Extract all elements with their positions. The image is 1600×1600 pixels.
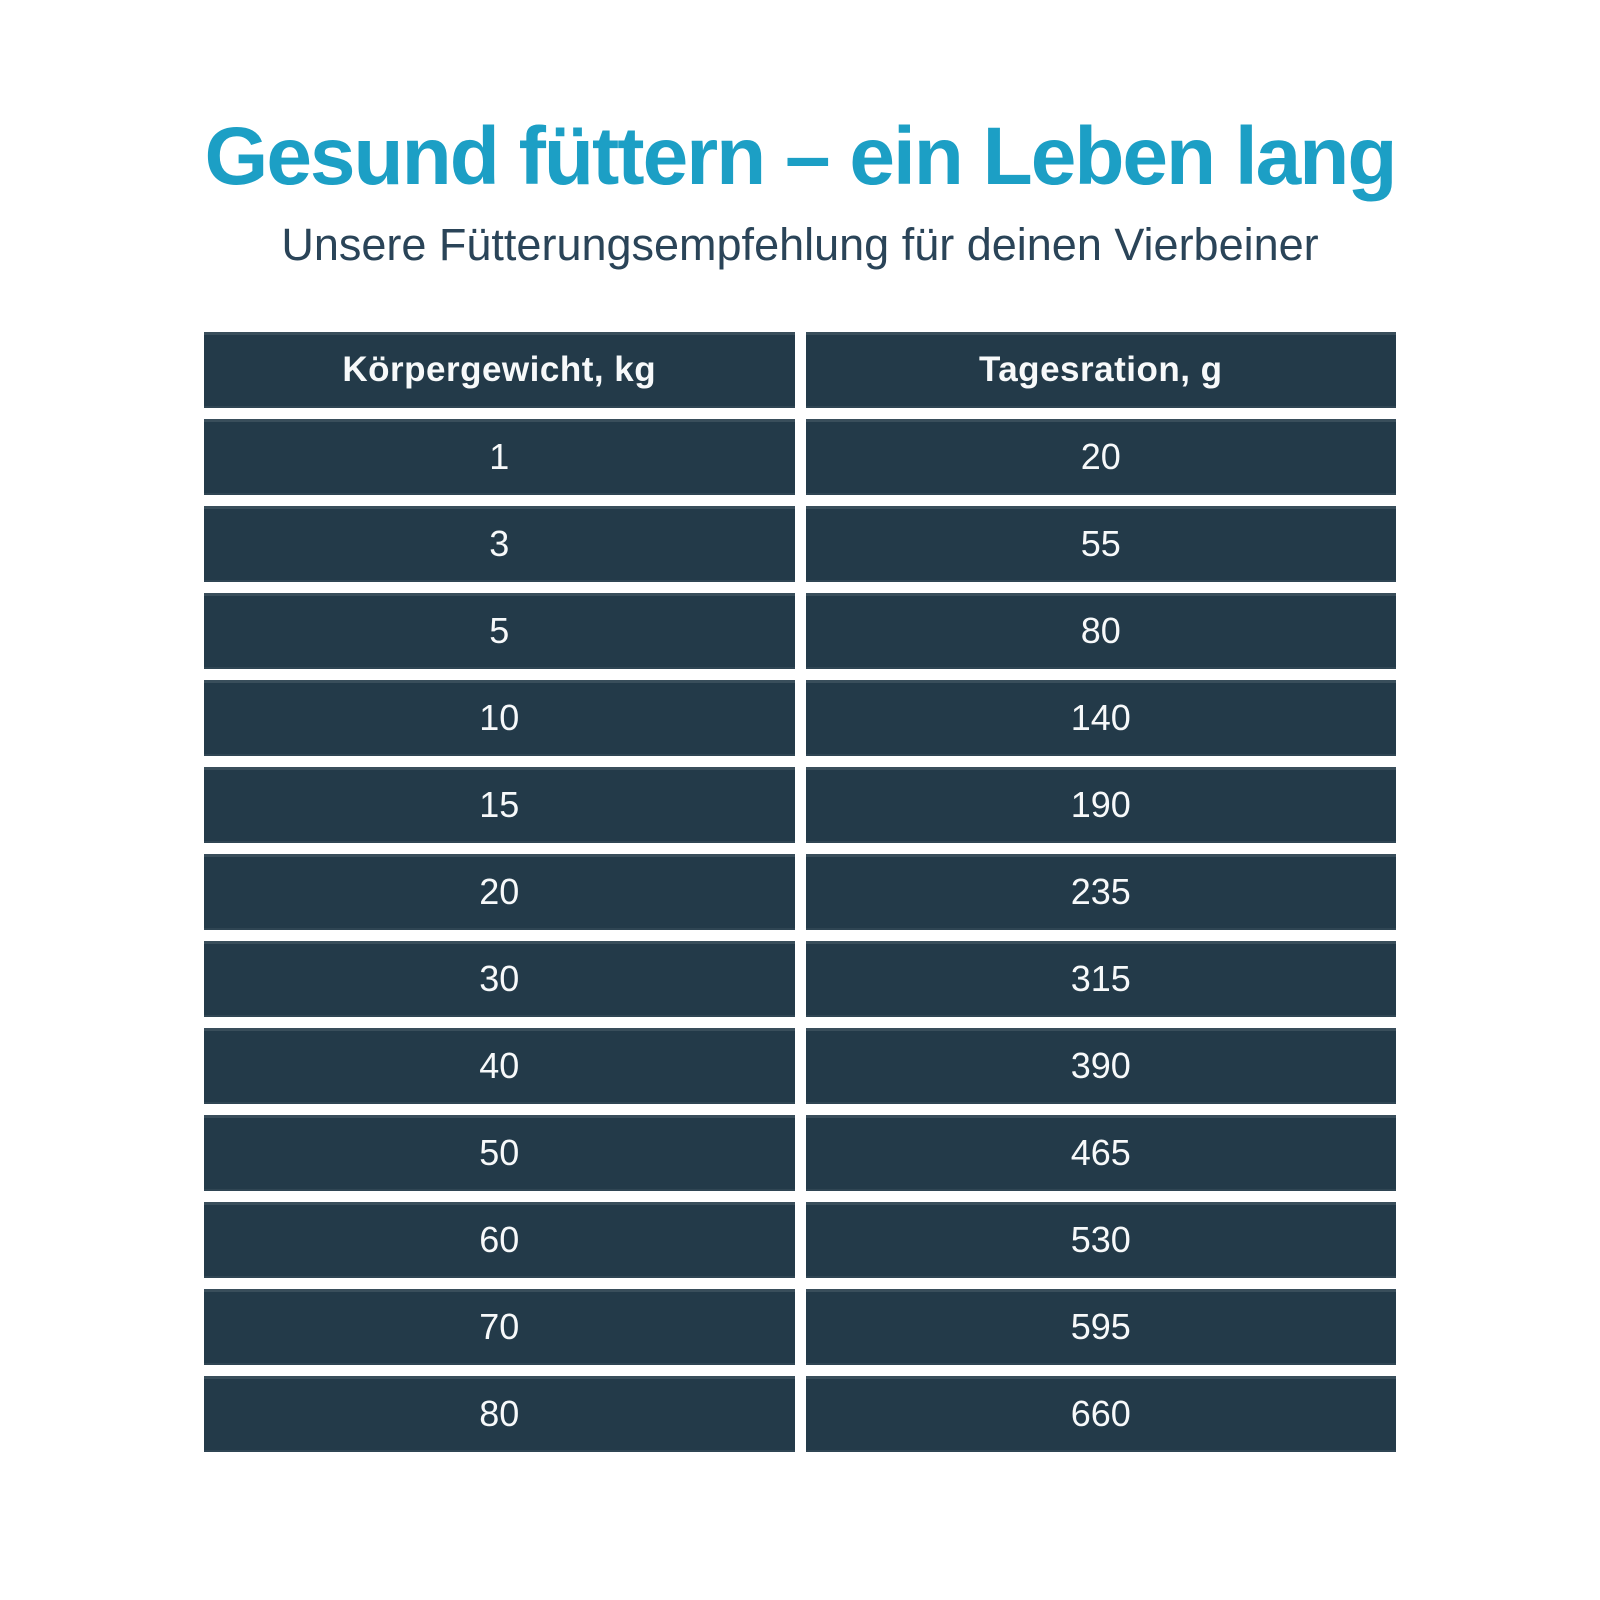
table-cell-ration: 140: [806, 680, 1397, 756]
page-title: Gesund füttern – ein Leben lang: [204, 111, 1396, 202]
page-subtitle: Unsere Fütterungsempfehlung für deinen Vierbeiner: [281, 219, 1319, 270]
table-cell-weight: 10: [204, 680, 795, 756]
table-cell-ration: 20: [806, 419, 1397, 495]
table-cell-weight: 40: [204, 1028, 795, 1104]
table-cell-ration: 80: [806, 593, 1397, 669]
table-cell-ration: 315: [806, 941, 1397, 1017]
table-cell-ration: 465: [806, 1115, 1397, 1191]
table-cell-weight: 20: [204, 854, 795, 930]
column-header-ration: Tagesration, g: [806, 332, 1397, 408]
table-cell-weight: 1: [204, 419, 795, 495]
table-cell-weight: 80: [204, 1376, 795, 1452]
table-cell-weight: 15: [204, 767, 795, 843]
table-cell-ration: 530: [806, 1202, 1397, 1278]
table-cell-weight: 70: [204, 1289, 795, 1365]
table-cell-weight: 50: [204, 1115, 795, 1191]
table-cell-ration: 595: [806, 1289, 1397, 1365]
feeding-recommendation-table: [204, 332, 1396, 1452]
table-cell-weight: 3: [204, 506, 795, 582]
table-cell-ration: 390: [806, 1028, 1397, 1104]
table-cell-weight: 60: [204, 1202, 795, 1278]
column-header-weight: Körpergewicht, kg: [204, 332, 795, 408]
table-cell-ration: 190: [806, 767, 1397, 843]
table-cell-weight: 5: [204, 593, 795, 669]
table-cell-ration: 55: [806, 506, 1397, 582]
table-cell-ration: 660: [806, 1376, 1397, 1452]
table-cell-weight: 30: [204, 941, 795, 1017]
table-cell-ration: 235: [806, 854, 1397, 930]
